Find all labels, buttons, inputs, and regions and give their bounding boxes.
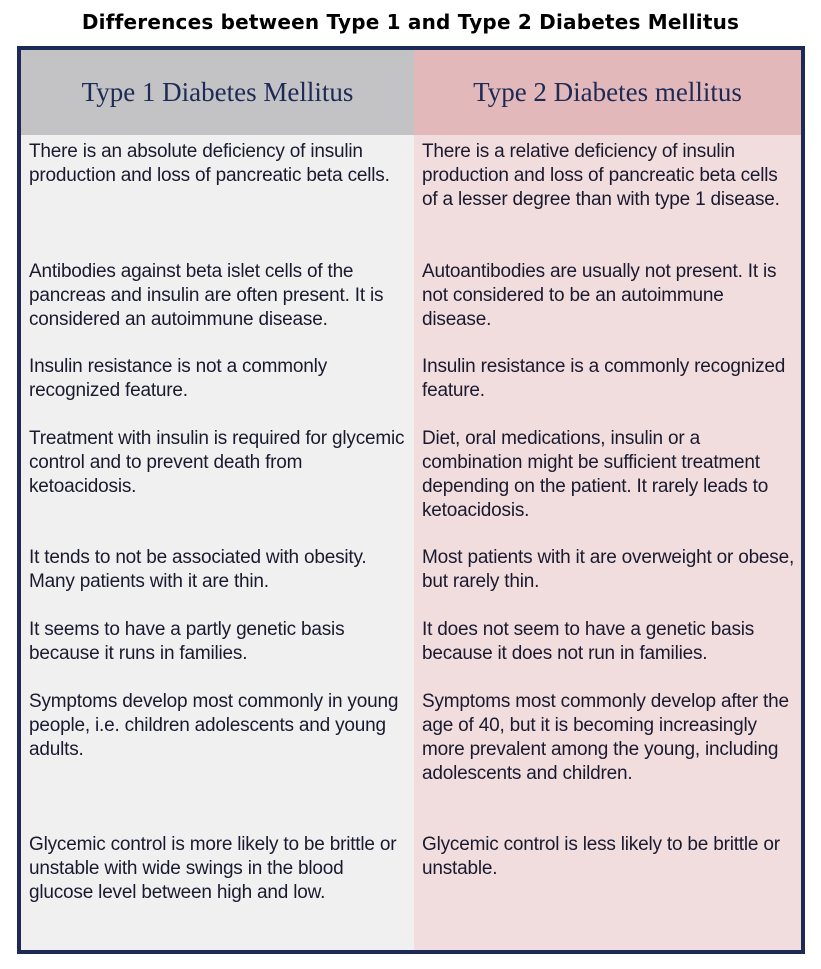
type2-cell-insulin-deficiency: There is a relative deficiency of insulin production and loss of pancreatic beta cells of a lesser degree than with type 1 disease. <box>422 141 780 210</box>
page-title: Differences between Type 1 and Type 2 Diabetes Mellitus <box>81 10 740 34</box>
type2-cell-autoimmunity: Autoantibodies are usually not present. It is not considered to be an autoimmune disease. <box>422 261 777 330</box>
type1-header: Type 1 Diabetes Mellitus <box>21 50 414 135</box>
type1-cell-insulin-resistance: Insulin resistance is not a commonly recognized feature. <box>29 356 327 401</box>
type1-cell-obesity: It tends to not be associated with obesity. Many patients with it are thin. <box>29 547 367 592</box>
type1-cell-insulin-deficiency: There is an absolute deficiency of insulin production and loss of pancreatic beta cells. <box>29 141 390 186</box>
type2-column <box>414 50 801 950</box>
type1-cell-onset: Symptoms develop most commonly in young people, i.e. children adolescents and young adults. <box>29 691 399 760</box>
type2-cell-glycemic-control: Glycemic control is less likely to be brittle or unstable. <box>422 834 780 879</box>
type2-cell-obesity: Most patients with it are overweight or obese, but rarely thin. <box>422 547 795 592</box>
type2-cell-genetics: It does not seem to have a genetic basis because it does not run in families. <box>422 619 755 664</box>
type1-cell-autoimmunity: Antibodies against beta islet cells of the pancreas and insulin are often present. It is considered an autoimmune disease. <box>29 261 384 330</box>
type2-cell-onset: Symptoms most commonly develop after the age of 40, but it is becoming increasingly more prevalent among the young, including adolescents and children. <box>422 691 789 784</box>
type2-cell-treatment: Diet, oral medications, insulin or a combination might be sufficient treatment depending on the patient. It rarely leads to ketoacidosis. <box>422 428 769 521</box>
type1-column <box>21 50 414 950</box>
comparison-table <box>17 46 805 954</box>
type1-cell-treatment: Treatment with insulin is required for glycemic control and to prevent death from ketoacidosis. <box>29 428 405 497</box>
type1-cell-genetics: It seems to have a partly genetic basis because it runs in families. <box>29 619 345 664</box>
type1-cell-glycemic-control: Glycemic control is more likely to be brittle or unstable with wide swings in the blood glucose level between high and low. <box>29 834 397 903</box>
type2-cell-insulin-resistance: Insulin resistance is a commonly recognized feature. <box>422 356 786 401</box>
type2-header: Type 2 Diabetes mellitus <box>414 50 801 135</box>
